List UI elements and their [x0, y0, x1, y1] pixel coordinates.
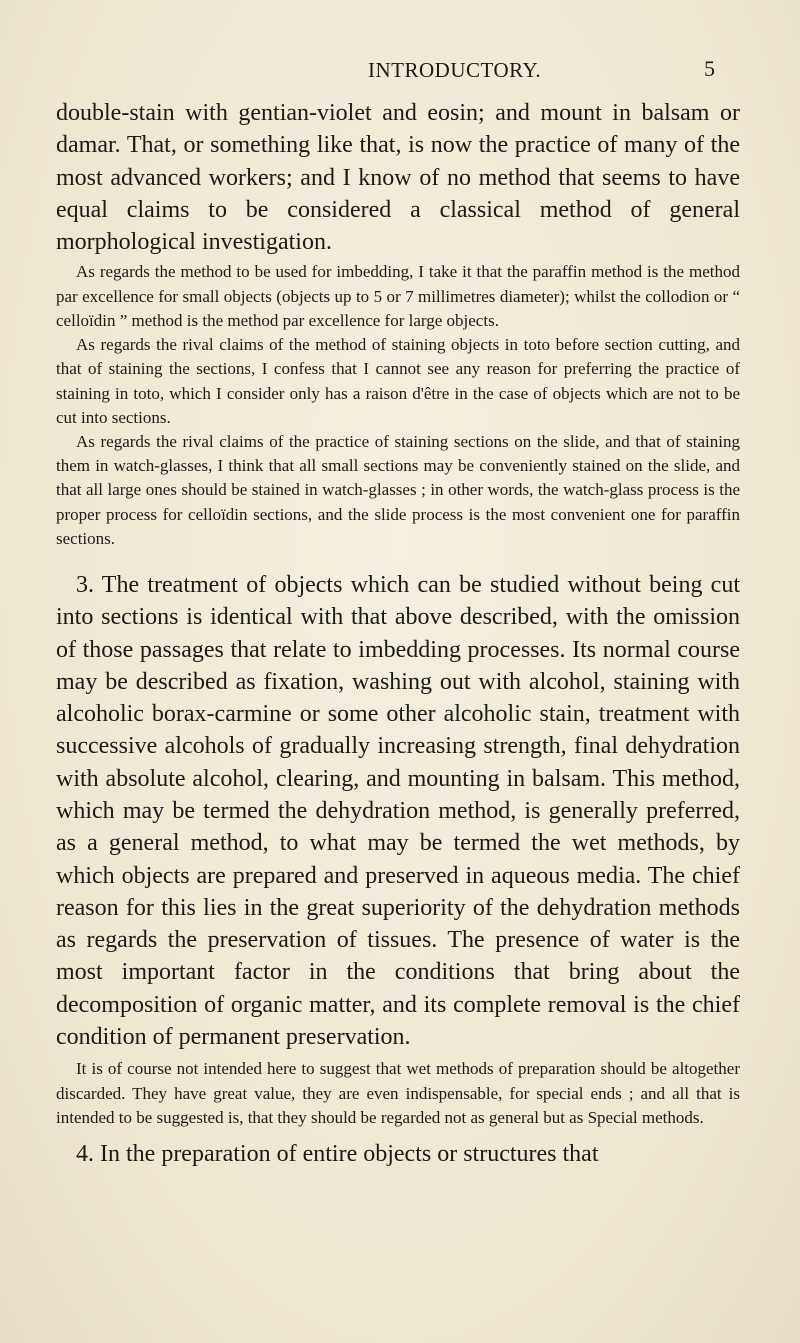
running-head: INTRODUCTORY. — [368, 58, 542, 82]
paragraph-continuation: double-stain with gentian-violet and eosin; and mount in balsam or damar. That, or something like that, is now the practice of many of the most advanced workers; and I know of no method that seems to have equal claims to be considered a classical method of general morphological investigation. — [56, 100, 740, 256]
page-header — [0, 58, 800, 88]
section-4-paragraph: 4. In the preparation of entire objects or structures that — [76, 1140, 599, 1167]
note-imbedding: As regards the method to be used for imbedding, I take it that the paraffin method is the method par excellence for small objects (objects up to 5 or 7 millimetres diameter); whilst the collodion or “ celloïdin ” method is the method par excellence for large objects. — [56, 262, 740, 330]
note-staining-in-toto: As regards the rival claims of the method of staining objects in toto before section cutting, and that of staining the sections, I confess that I cannot see any reason for preferring the practice of staining in toto, which I consider only has a raison d'être in the case of objects which are not to be cut into sections. — [56, 335, 740, 427]
page-number: 5 — [704, 56, 715, 81]
section-3-paragraph: 3. The treatment of objects which can be studied without being cut into sections is identical with that above described, with the omission of those passages that relate to imbedding processes. Its normal course may be described as fixation, washing out with alcohol, staining with alcoholic borax-carmine or some other alcoholic stain, treatment with successive alcohols of gradually increasing strength, final dehydration with absolute alcohol, clearing, and mounting in balsam. This method, which may be termed the dehydration method, is generally preferred, as a general method, to what may be termed the wet methods, by which objects are prepared and preserved in aqueous media. The chief reason for this lies in the great superiority of the dehydration methods as regards the preservation of tissues. The presence of water is the most important factor in the conditions that bring about the decomposition of organic matter, and its complete removal is the chief condition of permanent preservation. — [56, 571, 740, 1051]
note-staining-sections: As regards the rival claims of the practice of staining sections on the slide, and that of staining them in watch-glasses, I think that all small sections may be conveniently stained on the slide, and that all large ones should be stained in watch-glasses ; in other words, the watch-glass process is the proper process for celloïdin sections, and the slide process is the most convenient one for paraffin sections. — [56, 431, 740, 548]
note-wet-methods: It is of course not intended here to suggest that wet methods of preparation should be altogether discarded. They have great value, they are even indispensable, for special ends ; and all that is intended to be suggested is, that they should be regarded not as general but as Special methods. — [56, 1059, 740, 1127]
page-body — [56, 97, 740, 1170]
